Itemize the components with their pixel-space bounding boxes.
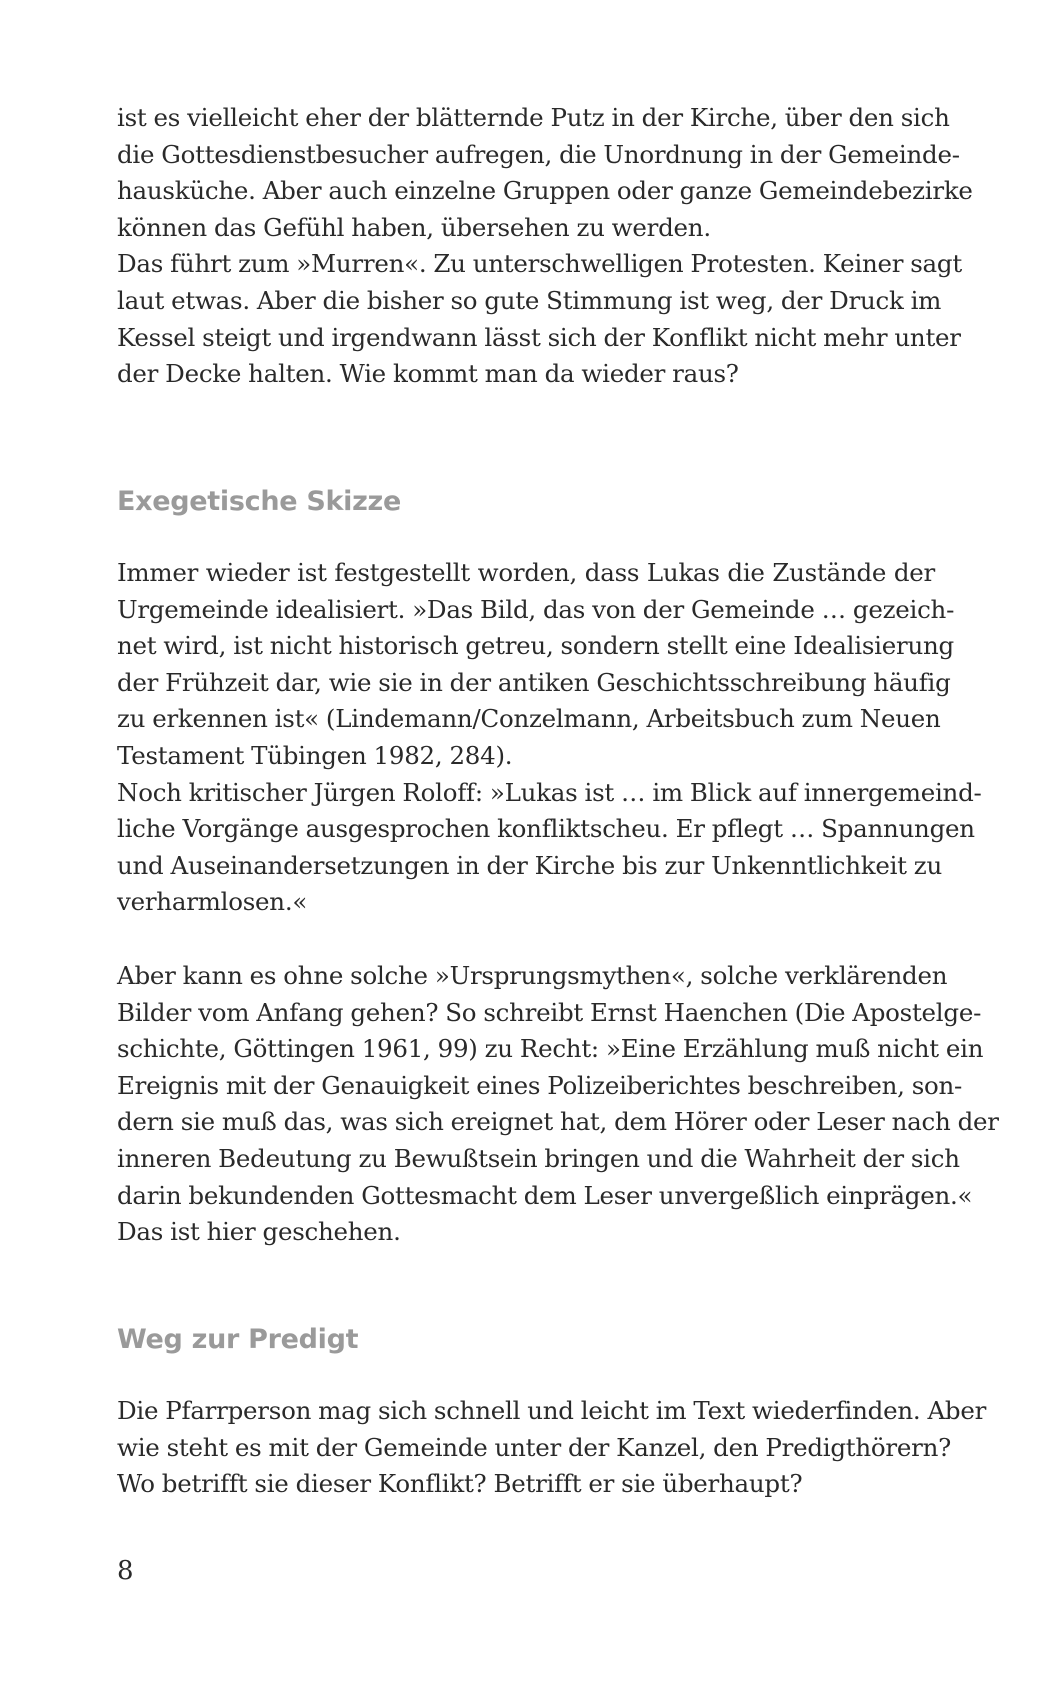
text-line: Die Pfarrperson mag sich schnell und leicht im Text wiederfinden. Aber bbox=[117, 1396, 987, 1425]
text-line: Kessel steigt und irgendwann lässt sich der Konflikt nicht mehr unter bbox=[117, 322, 961, 352]
text-line: net wird, ist nicht historisch getreu, sondern stellt eine Idealisierung bbox=[117, 631, 954, 661]
text-line: hausküche. Aber auch einzelne Gruppen oder ganze Gemeindebezirke bbox=[117, 176, 973, 206]
text-line: darin bekundenden Gottesmacht dem Leser unvergeßlich einprägen.« bbox=[117, 1180, 973, 1210]
text-line: Aber kann es ohne solche »Ursprungsmythen«, solche verklärenden bbox=[117, 961, 948, 990]
text-line: Noch kritischer Jürgen Roloff: »Lukas ist … im Blick auf innergemeind- bbox=[117, 777, 982, 807]
paragraph-haenchen bbox=[117, 958, 999, 1251]
text-line: verharmlosen.« bbox=[117, 887, 308, 917]
text-line: schichte, Göttingen 1961, 99) zu Recht: »Eine Erzählung muß nicht ein bbox=[117, 1034, 984, 1064]
section-heading-weg-zur-predigt: Weg zur Predigt bbox=[117, 1324, 359, 1355]
page-number: 8 bbox=[117, 1556, 134, 1586]
text-line: Testament Tübingen 1982, 284). bbox=[117, 740, 513, 770]
text-line: können das Gefühl haben, übersehen zu werden. bbox=[117, 212, 711, 242]
section-heading-exegetische-skizze: Exegetische Skizze bbox=[117, 486, 401, 517]
text-line: der Decke halten. Wie kommt man da wieder raus? bbox=[117, 359, 739, 389]
text-line: Bilder vom Anfang gehen? So schreibt Ernst Haenchen (Die Apostelge- bbox=[117, 997, 982, 1027]
text-line: die Gottesdienstbesucher aufregen, die Unordnung in der Gemeinde- bbox=[117, 139, 960, 169]
text-line: der Frühzeit dar, wie sie in der antiken Geschichtsschreibung häufig bbox=[117, 667, 951, 697]
paragraph-exegesis bbox=[117, 555, 982, 921]
text-line: und Auseinandersetzungen in der Kirche bis zur Unkenntlichkeit zu bbox=[117, 850, 942, 880]
text-line: Wo betrifft sie dieser Konflikt? Betrifft er sie überhaupt? bbox=[117, 1469, 803, 1499]
text-line: zu erkennen ist« (Lindemann/Conzelmann, Arbeitsbuch zum Neuen bbox=[117, 704, 941, 734]
paragraph-intro bbox=[117, 100, 973, 393]
text-line: Ereignis mit der Genauigkeit eines Polizeiberichtes beschreiben, son- bbox=[117, 1070, 963, 1100]
text-line: ist es vielleicht eher der blätternde Putz in der Kirche, über den sich bbox=[117, 103, 950, 132]
text-line: Urgemeinde idealisiert. »Das Bild, das von der Gemeinde … gezeich- bbox=[117, 594, 955, 624]
text-line: Immer wieder ist festgestellt worden, dass Lukas die Zustände der bbox=[117, 558, 935, 587]
text-line: liche Vorgänge ausgesprochen konfliktscheu. Er pflegt … Spannungen bbox=[117, 814, 975, 844]
text-line: inneren Bedeutung zu Bewußtsein bringen und die Wahrheit der sich bbox=[117, 1143, 960, 1173]
text-line: laut etwas. Aber die bisher so gute Stimmung ist weg, der Druck im bbox=[117, 285, 942, 315]
text-line: wie steht es mit der Gemeinde unter der Kanzel, den Predigthörern? bbox=[117, 1432, 952, 1462]
paragraph-predigt bbox=[117, 1393, 987, 1503]
text-line: dern sie muß das, was sich ereignet hat, dem Hörer oder Leser nach der bbox=[117, 1107, 999, 1137]
text-line: Das ist hier geschehen. bbox=[117, 1217, 401, 1247]
text-line: Das führt zum »Murren«. Zu unterschwelligen Protesten. Keiner sagt bbox=[117, 249, 962, 279]
